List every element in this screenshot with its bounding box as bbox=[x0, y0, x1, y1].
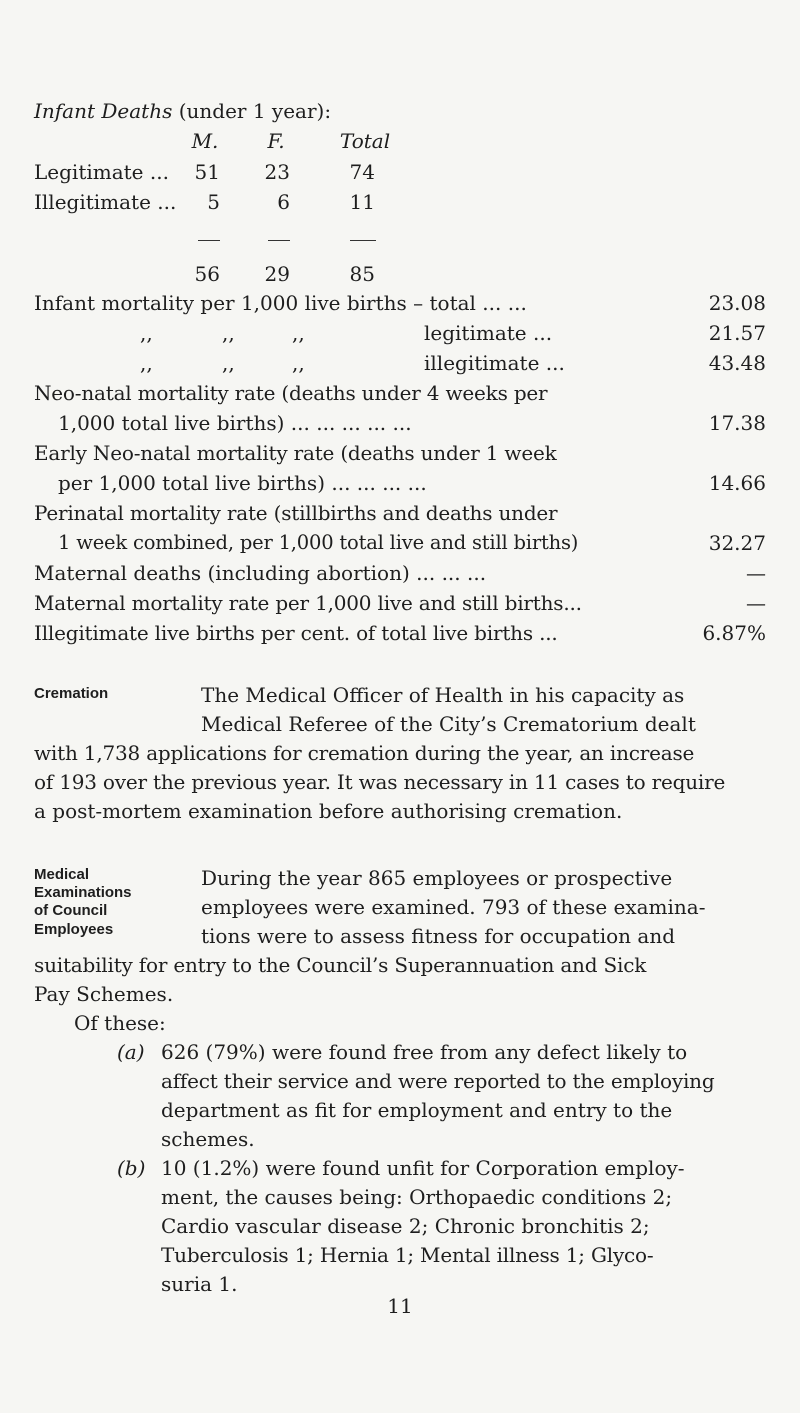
cell-illegitimate-m: 5 bbox=[207, 190, 220, 214]
medical-exams-text-line2: employees were examined. 793 of these examina- bbox=[201, 895, 706, 919]
ditto-mark: ,, bbox=[222, 321, 235, 345]
item-b-marker: (b) bbox=[117, 1156, 146, 1180]
rate-label-maternal-deaths: Maternal deaths (including abortion) ... ... ... bbox=[34, 561, 487, 585]
rate-label-neonatal-line1: Neo-natal mortality rate (deaths under 4 weeks per bbox=[34, 381, 548, 405]
rate-value-imr-total: 23.08 bbox=[708, 291, 766, 315]
cell-legitimate-f: 23 bbox=[264, 160, 290, 184]
cell-illegitimate-f: 6 bbox=[277, 190, 290, 214]
ditto-mark: ,, bbox=[140, 351, 153, 375]
rate-value-perinatal: 32.27 bbox=[708, 531, 766, 555]
col-header-total: Total bbox=[339, 129, 391, 153]
cremation-text-line4: of 193 over the previous year. It was necessary in 11 cases to require bbox=[34, 770, 726, 794]
rate-value-imr-legitimate: 21.57 bbox=[708, 321, 766, 345]
rate-value-imr-illegitimate: 43.48 bbox=[708, 351, 766, 375]
total-rule-m bbox=[198, 240, 220, 241]
item-b-line5: suria 1. bbox=[161, 1272, 238, 1296]
item-b-line2: ment, the causes being: Orthopaedic conditions 2; bbox=[161, 1185, 673, 1209]
row-label-illegitimate: Illegitimate ... bbox=[34, 190, 177, 214]
rate-value-early-neonatal: 14.66 bbox=[708, 471, 766, 495]
cell-legitimate-m: 51 bbox=[194, 160, 220, 184]
item-b-line1: 10 (1.2%) were found unfit for Corporation employ- bbox=[161, 1156, 685, 1180]
infant-deaths-title: Infant Deaths bbox=[34, 99, 173, 123]
rate-label-imr-total: Infant mortality per 1,000 live births – total ... ... bbox=[34, 291, 527, 315]
total-rule-total bbox=[350, 240, 376, 241]
infant-deaths-heading bbox=[34, 99, 331, 123]
item-b-line3: Cardio vascular disease 2; Chronic bronchitis 2; bbox=[161, 1214, 650, 1238]
rate-value-neonatal: 17.38 bbox=[708, 411, 766, 435]
medical-exams-heading-line2: Examinations bbox=[34, 884, 132, 901]
ditto-mark: ,, bbox=[140, 321, 153, 345]
rate-value-illegitimate-pct: 6.87% bbox=[702, 621, 766, 645]
rate-value-maternal-deaths: — bbox=[746, 561, 766, 585]
rate-label-maternal-rate: Maternal mortality rate per 1,000 live and still births... bbox=[34, 591, 582, 615]
col-header-m: M. bbox=[191, 129, 219, 153]
rate-label-perinatal-line2: 1 week combined, per 1,000 total live and still births) bbox=[58, 531, 579, 554]
item-b-line4: Tuberculosis 1; Hernia 1; Mental illness 1; Glyco- bbox=[161, 1243, 654, 1267]
infant-deaths-subtitle: (under 1 year): bbox=[178, 99, 332, 123]
item-a-line1: 626 (79%) were found free from any defect likely to bbox=[161, 1040, 688, 1064]
item-a-marker: (a) bbox=[117, 1040, 145, 1064]
cell-illegitimate-total: 11 bbox=[349, 190, 375, 214]
rate-label-neonatal-line2: 1,000 total live births) ... ... ... ... ... bbox=[58, 411, 412, 435]
rate-label-imr-legitimate: legitimate ... bbox=[424, 321, 553, 345]
row-label-legitimate: Legitimate ... bbox=[34, 160, 169, 184]
item-a-line2: affect their service and were reported to the employing bbox=[161, 1069, 715, 1093]
col-header-f: F. bbox=[267, 129, 285, 153]
medical-exams-heading-line1: Medical bbox=[34, 866, 90, 883]
cremation-text-line2: Medical Referee of the City’s Crematorium dealt bbox=[201, 712, 696, 736]
rate-label-early-neonatal-line2: per 1,000 total live births) ... ... ... ... bbox=[58, 471, 427, 495]
rate-label-illegitimate-pct: Illegitimate live births per cent. of total live births ... bbox=[34, 621, 558, 645]
medical-exams-text-line4: suitability for entry to the Council’s Superannuation and Sick bbox=[34, 953, 647, 977]
total-f: 29 bbox=[264, 262, 290, 286]
cremation-heading: Cremation bbox=[34, 685, 109, 702]
cremation-text-line5: a post-mortem examination before authorising cremation. bbox=[34, 799, 623, 823]
total-m: 56 bbox=[194, 262, 220, 286]
medical-exams-text-line1: During the year 865 employees or prospective bbox=[201, 866, 673, 890]
medical-exams-heading-line3: of Council bbox=[34, 902, 108, 919]
rate-label-early-neonatal-line1: Early Neo-natal mortality rate (deaths under 1 week bbox=[34, 441, 557, 465]
total-total: 85 bbox=[349, 262, 375, 286]
medical-exams-heading-line4: Employees bbox=[34, 921, 114, 938]
cremation-text-line3: with 1,738 applications for cremation during the year, an increase bbox=[34, 741, 695, 765]
cremation-text-line1: The Medical Officer of Health in his capacity as bbox=[201, 683, 685, 707]
rate-label-imr-illegitimate: illegitimate ... bbox=[424, 351, 565, 375]
total-rule-f bbox=[268, 240, 290, 241]
ditto-mark: ,, bbox=[292, 321, 305, 345]
ditto-mark: ,, bbox=[222, 351, 235, 375]
cell-legitimate-total: 74 bbox=[349, 160, 375, 184]
of-these-label: Of these: bbox=[74, 1011, 166, 1035]
medical-exams-text-line3: tions were to assess fitness for occupation and bbox=[201, 924, 676, 948]
ditto-mark: ,, bbox=[292, 351, 305, 375]
page-number: 11 bbox=[387, 1294, 413, 1318]
rate-value-maternal-rate: — bbox=[746, 591, 766, 615]
item-a-line4: schemes. bbox=[161, 1127, 255, 1151]
medical-exams-text-line5: Pay Schemes. bbox=[34, 982, 174, 1006]
rate-label-perinatal-line1: Perinatal mortality rate (stillbirths and deaths under bbox=[34, 501, 558, 525]
item-a-line3: department as fit for employment and entry to the bbox=[161, 1098, 673, 1122]
